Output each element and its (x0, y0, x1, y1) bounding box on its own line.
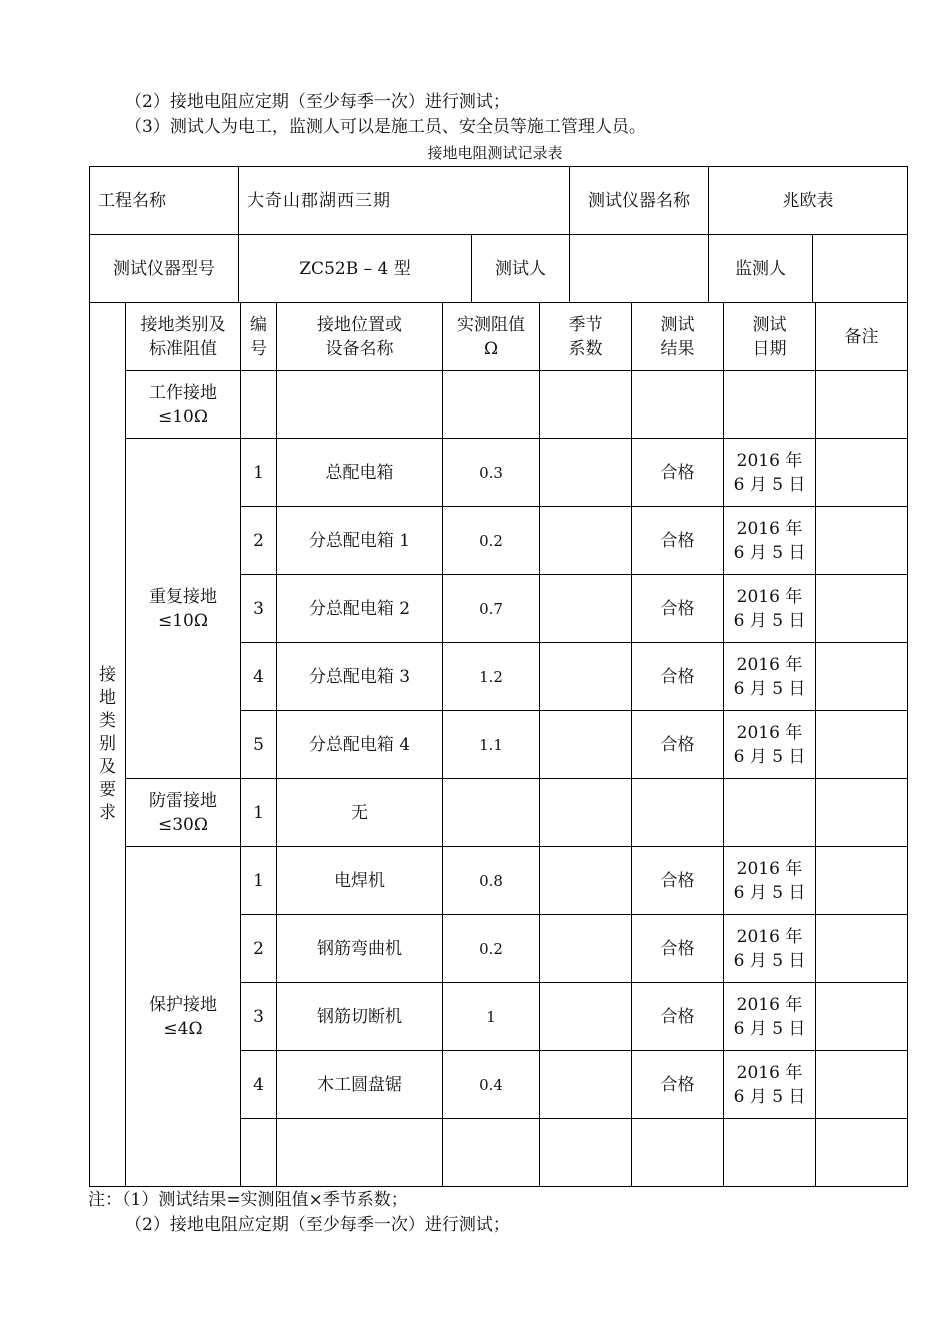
instrument-model-label: 测试仪器型号 (90, 235, 239, 303)
row-resistance: 0.4 (443, 1051, 540, 1119)
header-remark: 备注 (816, 303, 908, 371)
table-row (90, 439, 908, 507)
tester-label: 测试人 (472, 235, 570, 303)
row-remark (816, 643, 908, 711)
info-table (89, 166, 908, 303)
row-date: 2016 年 6 月 5 日 (724, 1051, 816, 1119)
row-season (540, 507, 632, 575)
tester-value (570, 235, 709, 303)
row-date: 2016 年 6 月 5 日 (724, 643, 816, 711)
row-date: 2016 年 6 月 5 日 (724, 575, 816, 643)
row-resistance: 0.3 (443, 439, 540, 507)
row-date: 2016 年 6 月 5 日 (724, 847, 816, 915)
row-date: 2016 年 6 月 5 日 (724, 439, 816, 507)
header-category: 接地类别及 标准阻值 (126, 303, 241, 371)
header-number: 编 号 (241, 303, 277, 371)
row-resistance: 1 (443, 983, 540, 1051)
row-number: 2 (241, 915, 277, 983)
note-periodic-test: （2）接地电阻应定期（至少每季一次）进行测试； (125, 92, 510, 112)
group-protective-grounding: 保护接地 ≤4Ω (126, 847, 241, 1187)
row-season (540, 439, 632, 507)
instrument-name-label: 测试仪器名称 (570, 167, 709, 235)
row-name: 钢筋弯曲机 (277, 915, 443, 983)
row-season (540, 1051, 632, 1119)
row-name: 分总配电箱 4 (277, 711, 443, 779)
row-result: 合格 (632, 915, 724, 983)
monitor-label: 监测人 (709, 235, 813, 303)
header-result: 测试 结果 (632, 303, 724, 371)
row-season (540, 643, 632, 711)
row-resistance: 0.2 (443, 915, 540, 983)
header-date: 测试 日期 (724, 303, 816, 371)
row-season (540, 847, 632, 915)
row-name: 电焊机 (277, 847, 443, 915)
note-tester-role: （3）测试人为电工，监测人可以是施工员、安全员等施工管理人员。 (125, 117, 646, 137)
row-name: 木工圆盘锯 (277, 1051, 443, 1119)
row-resistance: 0.7 (443, 575, 540, 643)
row-resistance: 0.8 (443, 847, 540, 915)
group-work-grounding: 工作接地 ≤10Ω (126, 371, 241, 439)
row-number: 1 (241, 439, 277, 507)
row-season (540, 575, 632, 643)
table-header-row (90, 303, 908, 371)
row-date: 2016 年 6 月 5 日 (724, 507, 816, 575)
row-name: 分总配电箱 2 (277, 575, 443, 643)
row-resistance: 1.2 (443, 643, 540, 711)
project-name-label: 工程名称 (90, 167, 239, 235)
table-row (90, 371, 908, 439)
row-number: 2 (241, 507, 277, 575)
row-result: 合格 (632, 643, 724, 711)
row-remark (816, 575, 908, 643)
row-resistance: 1.1 (443, 711, 540, 779)
header-season: 季节 系数 (540, 303, 632, 371)
row-result: 合格 (632, 575, 724, 643)
row-result: 合格 (632, 507, 724, 575)
instrument-model-value: ZC52B – 4 型 (239, 235, 472, 303)
grounding-record-table (89, 302, 908, 1187)
row-remark (816, 711, 908, 779)
row-season (540, 711, 632, 779)
row-remark (816, 847, 908, 915)
project-name-value: 大奇山郡湖西三期 (239, 167, 570, 235)
row-number: 1 (241, 779, 277, 847)
row-remark (816, 1051, 908, 1119)
row-name: 无 (277, 779, 443, 847)
row-result: 合格 (632, 1051, 724, 1119)
row-result: 合格 (632, 847, 724, 915)
side-label-grounding-requirements: 接 地 类 别 及 要 求 (90, 303, 126, 1187)
row-remark (816, 983, 908, 1051)
row-name: 分总配电箱 1 (277, 507, 443, 575)
row-number: 3 (241, 983, 277, 1051)
footnote-result-formula: 注：（1）测试结果=实测阻值×季节系数； (88, 1190, 408, 1210)
row-number: 5 (241, 711, 277, 779)
row-date: 2016 年 6 月 5 日 (724, 983, 816, 1051)
row-remark (816, 439, 908, 507)
monitor-value (813, 235, 908, 303)
row-number: 1 (241, 847, 277, 915)
row-remark (816, 507, 908, 575)
row-date: 2016 年 6 月 5 日 (724, 711, 816, 779)
header-resistance: 实测阻值 Ω (443, 303, 540, 371)
row-name: 钢筋切断机 (277, 983, 443, 1051)
header-location: 接地位置或 设备名称 (277, 303, 443, 371)
row-name: 总配电箱 (277, 439, 443, 507)
table-row (90, 847, 908, 915)
group-repeat-grounding: 重复接地 ≤10Ω (126, 439, 241, 779)
row-season (540, 983, 632, 1051)
row-name: 分总配电箱 3 (277, 643, 443, 711)
row-remark (816, 915, 908, 983)
row-number: 4 (241, 643, 277, 711)
row-resistance: 0.2 (443, 507, 540, 575)
footnote-periodic-test: （2）接地电阻应定期（至少每季一次）进行测试； (125, 1215, 510, 1235)
row-number: 3 (241, 575, 277, 643)
row-date: 2016 年 6 月 5 日 (724, 915, 816, 983)
group-lightning-grounding: 防雷接地 ≤30Ω (126, 779, 241, 847)
row-number: 4 (241, 1051, 277, 1119)
table-row (90, 779, 908, 847)
row-result: 合格 (632, 983, 724, 1051)
row-season (540, 915, 632, 983)
table-caption: 接地电阻测试记录表 (427, 144, 563, 162)
row-result: 合格 (632, 439, 724, 507)
row-result: 合格 (632, 711, 724, 779)
instrument-name-value: 兆欧表 (709, 167, 908, 235)
